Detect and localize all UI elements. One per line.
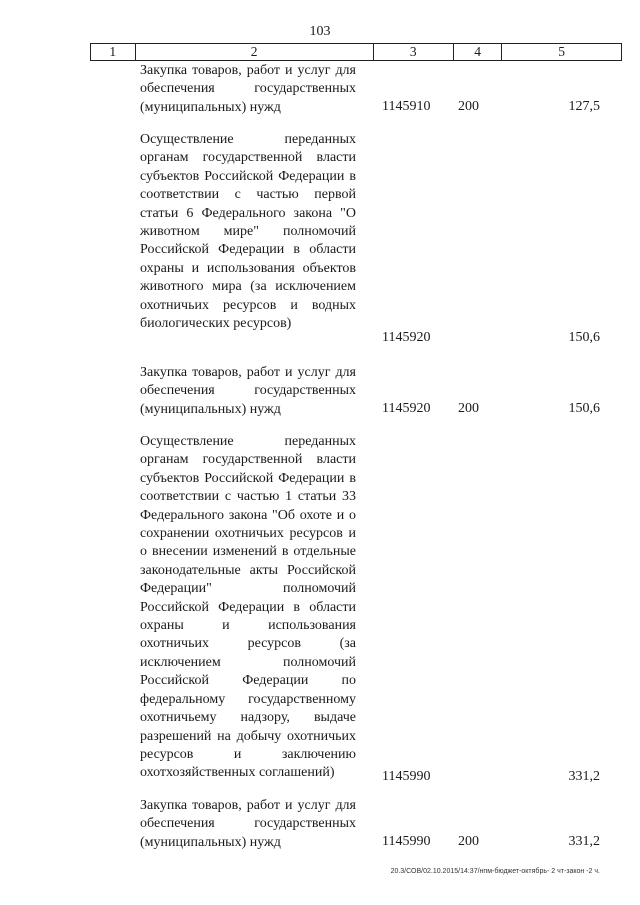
row-description: Закупка товаров, работ и услуг для обеспечения государственных (муниципальных) нужд (140, 365, 356, 417)
column-header-1: 1 (91, 44, 136, 61)
row-code: 1145990 (382, 769, 431, 784)
row-amount: 150,6 (568, 401, 600, 416)
column-header-row (91, 44, 622, 61)
row-description: Осуществление переданных органам государственной власти субъектов Российской Федерации в соответствии с частью первой статьи 6 Федерального закона "О животном мире" полномочий Российской Федерации в области охраны и использования объектов животного мира (за исключением охотничьих ресурсов и водных биологических ресурсов) (140, 132, 356, 332)
page-number: 103 (309, 24, 331, 39)
document-footer: 20.3/СОВ/02.10.2015/14:37/нпм-бюджет-октябрь- 2 чт-закон -2 ч. (390, 868, 600, 875)
row-code: 1145990 (382, 834, 431, 849)
row-description: Закупка товаров, работ и услуг для обеспечения государственных (муниципальных) нужд (140, 63, 356, 115)
row-description: Закупка товаров, работ и услуг для обеспечения государственных (муниципальных) нужд (140, 798, 356, 850)
row-code: 1145920 (382, 330, 431, 345)
row-expense-type: 200 (458, 834, 479, 849)
row-expense-type: 200 (458, 99, 479, 114)
row-amount: 331,2 (568, 769, 600, 784)
row-code: 1145910 (382, 99, 431, 114)
column-header-4: 4 (453, 44, 502, 61)
column-header-3: 3 (373, 44, 453, 61)
row-amount: 150,6 (568, 330, 600, 345)
column-header-table (90, 43, 622, 61)
row-amount: 127,5 (568, 99, 600, 114)
row-description: Осуществление переданных органам государственной власти субъектов Российской Федерации в соответствии с частью 1 статьи 33 Федерального закона "Об охоте и о сохранении охотничьих ресурсов и о внесении изменений в отдельные законодательные акты Российской Федерации" полномочий Российской Федерации в области охраны и использования охотничьих ресурсов (за исключением полномочий Российской Федерации по федеральному государственному охотничьему надзору, выдаче разрешений на добычу охотничьих ресурсов и заключению охотхозяйственных соглашений) (140, 434, 356, 781)
row-expense-type: 200 (458, 401, 479, 416)
row-amount: 331,2 (568, 834, 600, 849)
row-code: 1145920 (382, 401, 431, 416)
column-header-5: 5 (502, 44, 622, 61)
column-header-2: 2 (135, 44, 373, 61)
